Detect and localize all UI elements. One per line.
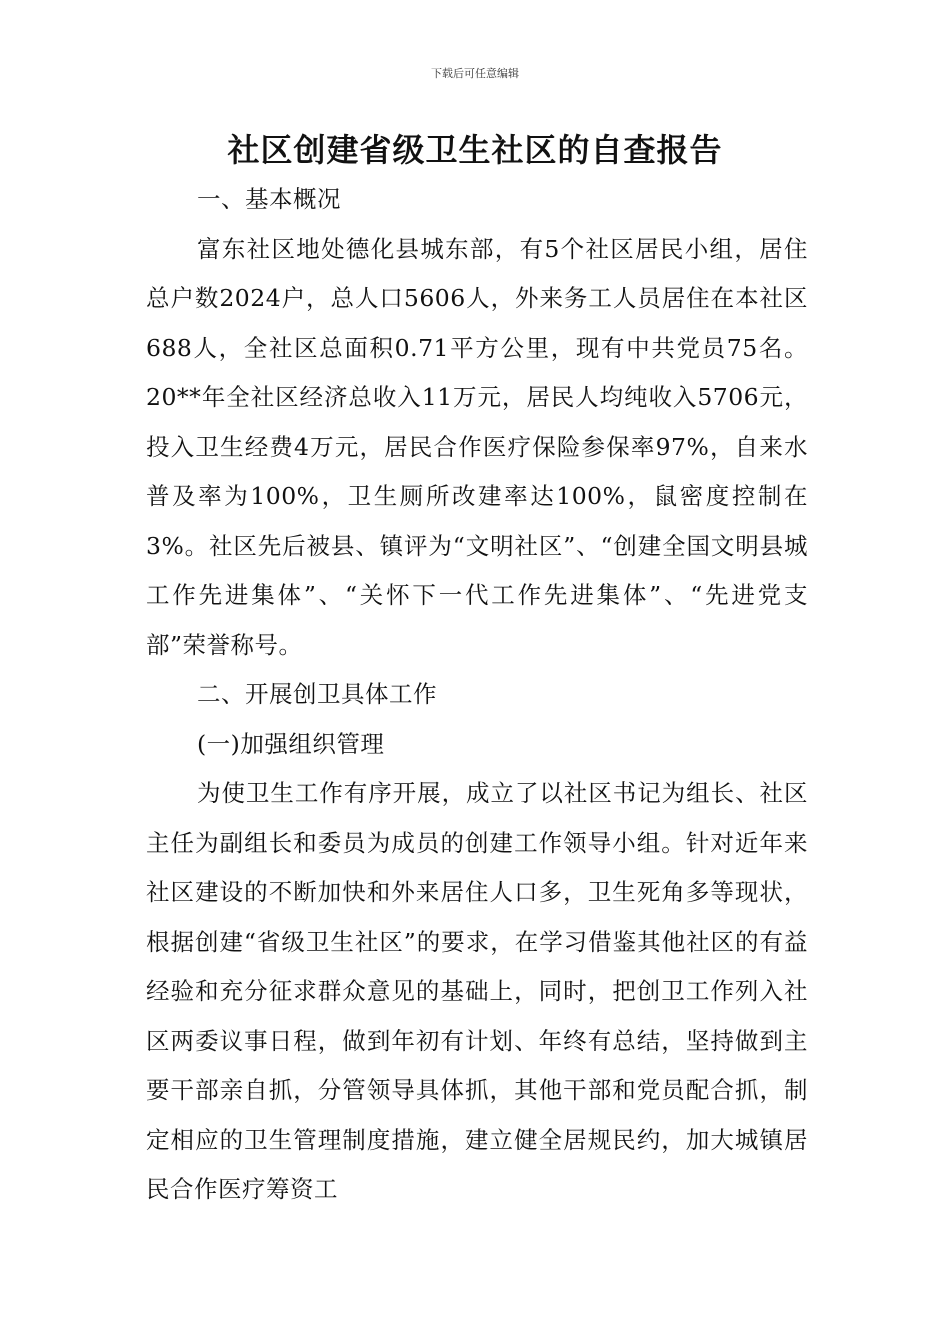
section-heading-work-carried-out: 二、开展创卫具体工作 — [197, 680, 437, 708]
section-heading-basic-overview: 一、基本概况 — [197, 185, 341, 213]
paragraph-basic-overview: 富东社区地处德化县城东部，有5个社区居民小组，居住总户数2024户，总人口5606人，外来务工人员居住在本社区688人，全社区总面积0.71平方公里，现有中共党员75名。20**年全社区经济总收入11万元，居民人均纯收入5706元，投入卫生经费4万元，居民合作医疗保险参保率97%，自来水普及率为100%，卫生厕所改建率达100%，鼠密度控制在3%。社区先后被县、镇评为“文明社区”、“创建全国文明县城工作先进集体”、“关怀下一代工作先进集体”、“先进党支部”荣誉称号。 — [146, 234, 808, 659]
document-body — [146, 175, 808, 1215]
header-note: 下载后可任意编辑 — [431, 67, 519, 80]
subsection-heading-organization: (一)加强组织管理 — [197, 729, 385, 758]
document-title: 社区创建省级卫生社区的自查报告 — [227, 131, 723, 169]
paragraph-organization: 为使卫生工作有序开展，成立了以社区书记为组长、社区主任为副组长和委员为成员的创建工作领导小组。针对近年来社区建设的不断加快和外来居住人口多，卫生死角多等现状，根据创建“省级卫生社区”的要求，在学习借鉴其他社区的有益经验和充分征求群众意见的基础上，同时，把创卫工作列入社区两委议事日程，做到年初有计划、年终有总结，坚持做到主要干部亲自抓，分管领导具体抓，其他干部和党员配合抓，制定相应的卫生管理制度措施，建立健全居规民约，加大城镇居民合作医疗筹资工 — [146, 779, 808, 1203]
